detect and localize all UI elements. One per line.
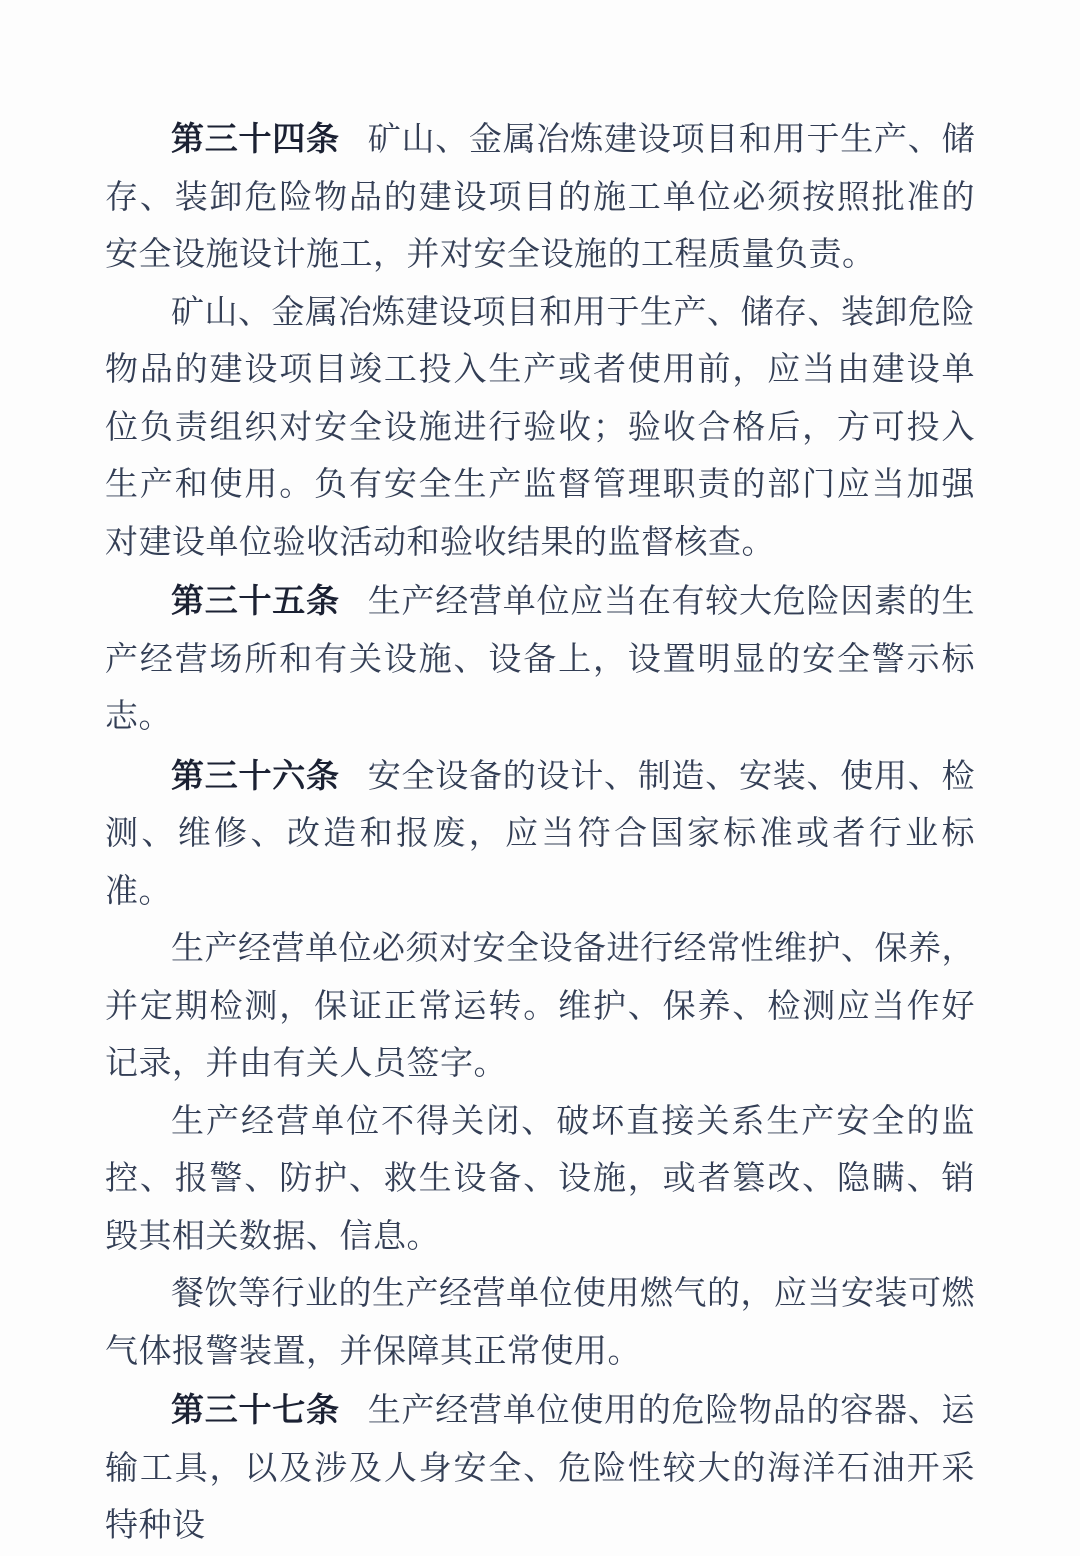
paragraph-text: 安全设备的设计、制造、安装、使用、检测、维修、改造和报废，应当符合国家标准或者行业标准。	[105, 758, 976, 910]
law-text-body	[105, 110, 975, 1556]
law-article-paragraph	[105, 110, 975, 285]
article-number: 第三十六条	[171, 756, 340, 794]
article-number: 第三十五条	[171, 582, 340, 619]
paragraph-text: 生产经营单位必须对安全设备进行经常性维护、保养，并定期检测，保证正常运转。维护、保养、检测应当作好记录，并由有关人员签字。	[105, 931, 975, 1082]
law-article-paragraph	[105, 921, 975, 1094]
article-number: 第三十七条	[171, 1391, 340, 1428]
law-article-paragraph	[105, 1266, 975, 1381]
paragraph-text: 矿山、金属冶炼建设项目和用于生产、储存、装卸危险物品的建设项目的施工单位必须按照批准的安全设施设计施工，并对安全设施的工程质量负责。	[105, 122, 976, 273]
paragraph-text: 餐饮等行业的生产经营单位使用燃气的，应当安装可燃气体报警装置，并保障其正常使用。	[105, 1276, 975, 1370]
paragraph-text: 矿山、金属冶炼建设项目和用于生产、储存、装卸危险物品的建设项目竣工投入生产或者使用前，应当由建设单位负责组织对安全设施进行验收；验收合格后，方可投入生产和使用。负有安全生产监督管理职责的部门应当加强对建设单位验收活动和验收结果的监督核查。	[105, 294, 975, 561]
paragraph-text: 生产经营单位应当在有较大危险因素的生产经营场所和有关设施、设备上，设置明显的安全警示标志。	[105, 584, 976, 735]
law-article-paragraph	[105, 747, 975, 922]
article-number: 第三十四条	[171, 120, 340, 157]
paragraph-text: 生产经营单位不得关闭、破坏直接关系生产安全的监控、报警、防护、救生设备、设施，或者篡改、隐瞒、销毁其相关数据、信息。	[105, 1103, 975, 1255]
law-article-paragraph	[105, 1381, 975, 1556]
law-article-paragraph	[105, 1094, 975, 1267]
law-article-paragraph	[105, 285, 975, 573]
paragraph-text: 生产经营单位使用的危险物品的容器、运输工具，以及涉及人身安全、危险性较大的海洋石油开采特种设	[105, 1393, 976, 1544]
law-article-paragraph	[105, 572, 975, 747]
